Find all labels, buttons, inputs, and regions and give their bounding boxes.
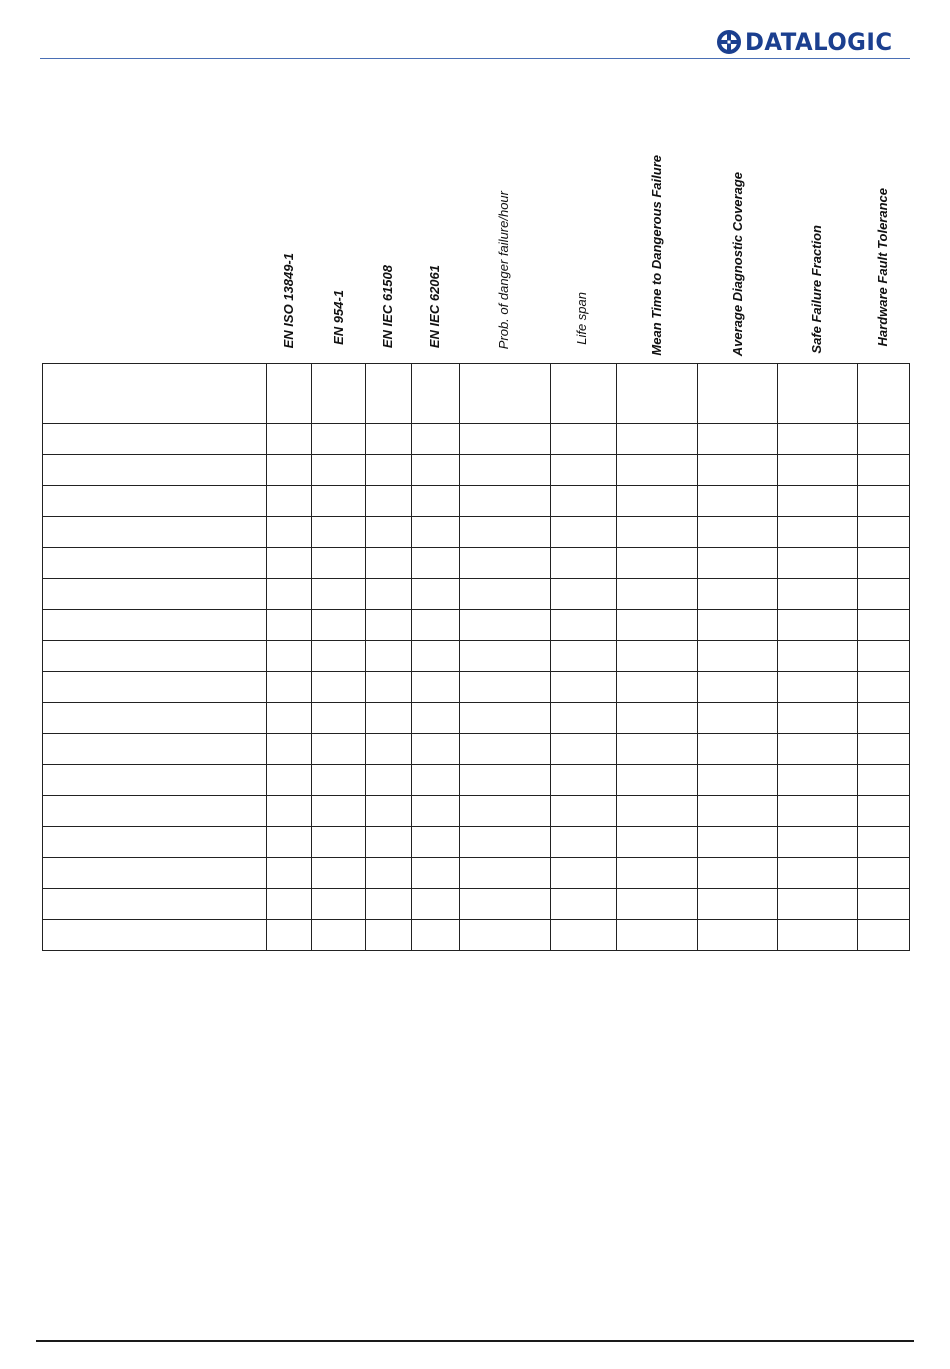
table-cell — [366, 610, 412, 641]
table-cell — [267, 858, 312, 889]
table-row — [43, 765, 910, 796]
header-rule — [40, 58, 910, 59]
table-cell — [412, 734, 460, 765]
table-row — [43, 734, 910, 765]
table-row — [43, 920, 910, 951]
datalogic-logo — [716, 27, 910, 57]
column-header-6: Life span — [574, 292, 589, 345]
table-cell — [267, 610, 312, 641]
table-cell — [412, 517, 460, 548]
table-cell — [778, 641, 858, 672]
table-cell — [366, 579, 412, 610]
table-cell — [617, 364, 698, 424]
row-label-cell — [43, 486, 267, 517]
table-cell — [551, 672, 617, 703]
table-cell — [267, 765, 312, 796]
table-cell — [698, 672, 778, 703]
table-cell — [267, 734, 312, 765]
table-cell — [778, 364, 858, 424]
table-cell — [551, 486, 617, 517]
table-cell — [460, 796, 551, 827]
table-cell — [366, 364, 412, 424]
row-label-cell — [43, 364, 267, 424]
row-label-cell — [43, 796, 267, 827]
table-cell — [312, 703, 366, 734]
table-row — [43, 424, 910, 455]
table-cell — [366, 703, 412, 734]
table-cell — [858, 672, 910, 703]
table-cell — [312, 734, 366, 765]
table-cell — [858, 610, 910, 641]
table-cell — [366, 455, 412, 486]
table-cell — [698, 858, 778, 889]
table-cell — [858, 889, 910, 920]
table-cell — [617, 858, 698, 889]
table-cell — [366, 641, 412, 672]
row-label-cell — [43, 641, 267, 672]
table-row — [43, 827, 910, 858]
table-cell — [412, 920, 460, 951]
table-cell — [778, 920, 858, 951]
table-cell — [412, 765, 460, 796]
table-cell — [312, 610, 366, 641]
table-cell — [698, 455, 778, 486]
table-cell — [778, 672, 858, 703]
row-label-cell — [43, 579, 267, 610]
table-cell — [698, 796, 778, 827]
column-header-5: Prob. of danger failure/hour — [496, 191, 511, 350]
table-cell — [312, 517, 366, 548]
table-cell — [617, 548, 698, 579]
table-cell — [617, 641, 698, 672]
table-cell — [312, 548, 366, 579]
table-cell — [412, 703, 460, 734]
table-cell — [460, 765, 551, 796]
table-cell — [698, 641, 778, 672]
column-header-7: Mean Time to Dangerous Failure — [649, 155, 664, 356]
table-cell — [698, 517, 778, 548]
table-cell — [366, 858, 412, 889]
safety-parameters-table — [42, 363, 910, 951]
table-cell — [858, 424, 910, 455]
table-cell — [460, 889, 551, 920]
table-cell — [551, 765, 617, 796]
table-cell — [460, 455, 551, 486]
table-cell — [366, 734, 412, 765]
table-cell — [778, 827, 858, 858]
table-cell — [412, 858, 460, 889]
row-label-cell — [43, 920, 267, 951]
table-cell — [551, 703, 617, 734]
table-cell — [858, 517, 910, 548]
table-row — [43, 858, 910, 889]
table-cell — [617, 734, 698, 765]
table-cell — [551, 858, 617, 889]
row-label-cell — [43, 734, 267, 765]
table-cell — [617, 579, 698, 610]
table-cell — [551, 424, 617, 455]
table-cell — [366, 672, 412, 703]
table-cell — [617, 920, 698, 951]
table-cell — [698, 579, 778, 610]
table-cell — [858, 796, 910, 827]
table-row — [43, 548, 910, 579]
table-cell — [312, 920, 366, 951]
table-cell — [366, 796, 412, 827]
table-cell — [778, 703, 858, 734]
table-cell — [698, 827, 778, 858]
table-cell — [412, 548, 460, 579]
table-cell — [698, 486, 778, 517]
table-cell — [412, 889, 460, 920]
table-cell — [312, 672, 366, 703]
row-label-cell — [43, 424, 267, 455]
datalogic-logo-icon — [716, 29, 742, 55]
table-cell — [312, 364, 366, 424]
table-row — [43, 641, 910, 672]
table-cell — [698, 920, 778, 951]
table-cell — [412, 424, 460, 455]
row-label-cell — [43, 765, 267, 796]
table-cell — [778, 796, 858, 827]
table-cell — [460, 672, 551, 703]
table-cell — [551, 641, 617, 672]
table-cell — [778, 579, 858, 610]
table-cell — [267, 641, 312, 672]
table-cell — [267, 548, 312, 579]
table-cell — [312, 579, 366, 610]
table-cell — [778, 889, 858, 920]
table-cell — [698, 734, 778, 765]
table-cell — [617, 517, 698, 548]
table-row — [43, 517, 910, 548]
table-cell — [366, 424, 412, 455]
table-cell — [412, 641, 460, 672]
table-cell — [267, 455, 312, 486]
table-cell — [858, 827, 910, 858]
table-cell — [460, 703, 551, 734]
table-cell — [858, 734, 910, 765]
table-cell — [267, 920, 312, 951]
table-cell — [698, 424, 778, 455]
table-cell — [551, 364, 617, 424]
table-cell — [460, 920, 551, 951]
table-cell — [267, 889, 312, 920]
table-cell — [698, 765, 778, 796]
table-cell — [617, 827, 698, 858]
table-cell — [312, 455, 366, 486]
table-row — [43, 796, 910, 827]
table-cell — [858, 703, 910, 734]
table-cell — [617, 455, 698, 486]
table-cell — [412, 364, 460, 424]
table-cell — [460, 486, 551, 517]
table-cell — [412, 455, 460, 486]
table-cell — [366, 517, 412, 548]
table-cell — [858, 486, 910, 517]
table-cell — [778, 486, 858, 517]
table-row — [43, 703, 910, 734]
table-cell — [617, 703, 698, 734]
table-cell — [778, 548, 858, 579]
table-cell — [460, 858, 551, 889]
table-cell — [551, 517, 617, 548]
table-cell — [858, 579, 910, 610]
table-cell — [778, 765, 858, 796]
table-cell — [460, 364, 551, 424]
table-cell — [267, 703, 312, 734]
column-header-3: EN IEC 61508 — [380, 265, 395, 349]
row-label-cell — [43, 827, 267, 858]
table-row — [43, 672, 910, 703]
table-row — [43, 610, 910, 641]
table-cell — [460, 827, 551, 858]
table-cell — [312, 889, 366, 920]
table-cell — [366, 765, 412, 796]
footer-rule — [36, 1340, 914, 1342]
table-cell — [551, 734, 617, 765]
table-cell — [551, 920, 617, 951]
row-label-cell — [43, 672, 267, 703]
table-cell — [617, 889, 698, 920]
table-cell — [267, 579, 312, 610]
table-cell — [312, 827, 366, 858]
table-cell — [551, 548, 617, 579]
column-header-4: EN IEC 62061 — [427, 265, 442, 349]
row-label-cell — [43, 610, 267, 641]
table-cell — [551, 827, 617, 858]
table-cell — [617, 486, 698, 517]
table-cell — [267, 486, 312, 517]
table-cell — [460, 424, 551, 455]
table-cell — [778, 734, 858, 765]
table-cell — [778, 858, 858, 889]
table-cell — [858, 920, 910, 951]
table-cell — [312, 486, 366, 517]
table-cell — [412, 827, 460, 858]
table-cell — [460, 517, 551, 548]
table-cell — [551, 889, 617, 920]
table-cell — [858, 455, 910, 486]
table-cell — [412, 610, 460, 641]
table-cell — [551, 455, 617, 486]
table-cell — [551, 579, 617, 610]
table-cell — [366, 548, 412, 579]
table-cell — [366, 827, 412, 858]
table-cell — [778, 455, 858, 486]
row-label-cell — [43, 858, 267, 889]
table-cell — [412, 486, 460, 517]
table-cell — [312, 424, 366, 455]
table-cell — [858, 858, 910, 889]
table-cell — [267, 827, 312, 858]
table-cell — [267, 517, 312, 548]
table-cell — [858, 765, 910, 796]
row-label-cell — [43, 455, 267, 486]
table-cell — [698, 610, 778, 641]
table-cell — [617, 765, 698, 796]
table-cell — [366, 920, 412, 951]
table-cell — [460, 579, 551, 610]
table-cell — [698, 703, 778, 734]
table-row — [43, 455, 910, 486]
row-label-cell — [43, 517, 267, 548]
table-cell — [698, 889, 778, 920]
table-cell — [412, 796, 460, 827]
table-cell — [858, 641, 910, 672]
table-cell — [698, 548, 778, 579]
table-cell — [267, 364, 312, 424]
column-header-9: Safe Failure Fraction — [809, 225, 824, 354]
table-cell — [617, 672, 698, 703]
table-cell — [617, 796, 698, 827]
table-cell — [267, 796, 312, 827]
table-cell — [267, 672, 312, 703]
table-cell — [460, 548, 551, 579]
table-cell — [366, 889, 412, 920]
table-cell — [460, 610, 551, 641]
column-header-2: EN 954-1 — [331, 290, 346, 345]
table-row — [43, 889, 910, 920]
table-cell — [551, 610, 617, 641]
column-header-8: Average Diagnostic Coverage — [730, 172, 745, 357]
table-cell — [267, 424, 312, 455]
table-cell — [858, 364, 910, 424]
table-cell — [312, 796, 366, 827]
table-cell — [551, 796, 617, 827]
table-cell — [312, 765, 366, 796]
table-cell — [778, 517, 858, 548]
table-cell — [698, 364, 778, 424]
table-cell — [460, 641, 551, 672]
table-cell — [366, 486, 412, 517]
column-header-1: EN ISO 13849-1 — [281, 253, 296, 349]
table-cell — [312, 641, 366, 672]
table-cell — [778, 424, 858, 455]
column-header-10: Hardware Fault Tolerance — [875, 188, 890, 347]
brand-name: DATALOGIC — [745, 28, 893, 56]
table-cell — [460, 734, 551, 765]
table-cell — [858, 548, 910, 579]
table-cell — [778, 610, 858, 641]
table-cell — [412, 579, 460, 610]
table-cell — [617, 610, 698, 641]
table-row — [43, 486, 910, 517]
table-row — [43, 364, 910, 424]
table-cell — [412, 672, 460, 703]
row-label-cell — [43, 703, 267, 734]
row-label-cell — [43, 548, 267, 579]
table-cell — [617, 424, 698, 455]
row-label-cell — [43, 889, 267, 920]
table-cell — [312, 858, 366, 889]
table-row — [43, 579, 910, 610]
